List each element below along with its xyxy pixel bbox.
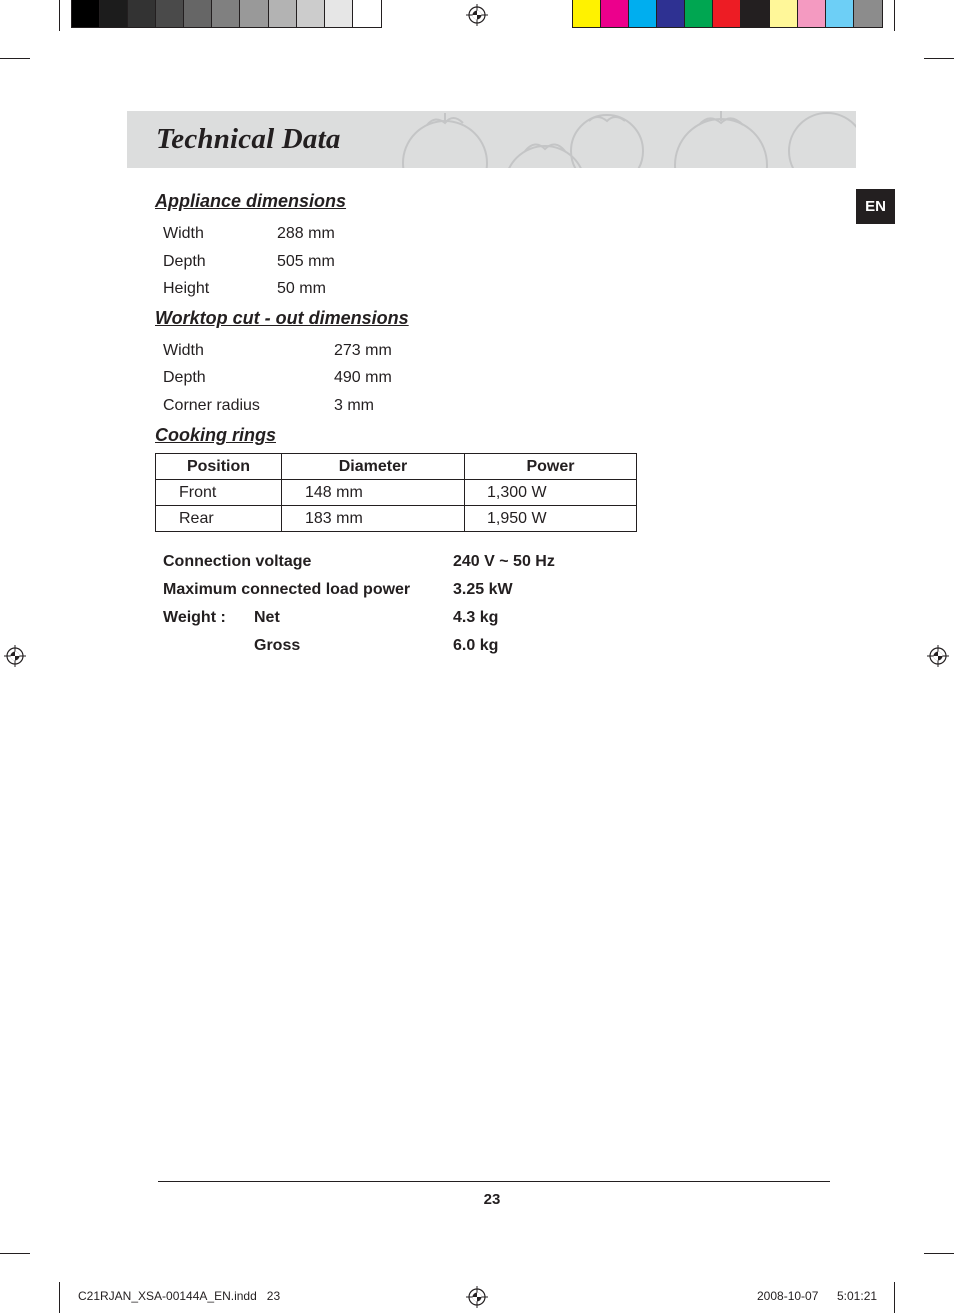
appliance-width-value: 288 mm bbox=[277, 225, 335, 242]
slug-time: 5:01:21 bbox=[837, 1289, 878, 1303]
cooking-rings-heading: Cooking rings bbox=[155, 425, 276, 445]
column-header-diameter: Diameter bbox=[282, 454, 465, 480]
color-swatch bbox=[128, 0, 156, 27]
cutout-depth-label: Depth bbox=[163, 369, 206, 386]
color-swatch bbox=[240, 0, 268, 27]
appliance-height-value: 50 mm bbox=[277, 280, 326, 297]
worktop-cutout-heading: Worktop cut - out dimensions bbox=[155, 308, 409, 328]
page-number: 23 bbox=[483, 1191, 501, 1208]
color-swatch bbox=[629, 0, 657, 27]
color-swatch bbox=[741, 0, 769, 27]
slug-date: 2008-10-07 bbox=[757, 1289, 819, 1303]
connection-voltage-value: 240 V ~ 50 Hz bbox=[453, 553, 555, 570]
language-tab: EN bbox=[856, 189, 895, 224]
crop-mark bbox=[59, 0, 60, 31]
color-swatch bbox=[184, 0, 212, 27]
color-swatch bbox=[713, 0, 741, 27]
max-load-value: 3.25 kW bbox=[453, 581, 513, 598]
weight-net-value: 4.3 kg bbox=[453, 609, 499, 626]
ring-position-cell: Front bbox=[156, 480, 282, 506]
color-swatch bbox=[854, 0, 882, 27]
column-header-position: Position bbox=[156, 454, 282, 480]
crop-mark bbox=[924, 1253, 954, 1254]
page-title: Technical Data bbox=[156, 123, 341, 155]
ring-diameter-cell: 148 mm bbox=[282, 480, 465, 506]
connection-voltage-label: Connection voltage bbox=[163, 553, 312, 570]
color-swatch bbox=[601, 0, 629, 27]
appliance-depth-value: 505 mm bbox=[277, 253, 335, 270]
color-swatch bbox=[573, 0, 601, 27]
crop-mark bbox=[0, 58, 30, 59]
color-swatch bbox=[325, 0, 353, 27]
registration-mark-icon bbox=[466, 4, 488, 26]
crop-mark bbox=[0, 1253, 30, 1254]
footer-rule bbox=[158, 1181, 830, 1182]
column-header-power: Power bbox=[465, 454, 637, 480]
color-swatch bbox=[798, 0, 826, 27]
grayscale-color-bar bbox=[71, 0, 382, 28]
cutout-corner-radius-label: Corner radius bbox=[163, 397, 260, 414]
color-swatch bbox=[297, 0, 325, 27]
header-band bbox=[127, 111, 856, 168]
color-swatch bbox=[100, 0, 128, 27]
file-slug: C21RJAN_XSA-00144A_EN.indd 23 bbox=[78, 1289, 281, 1303]
ring-power-cell: 1,300 W bbox=[465, 480, 637, 506]
weight-label: Weight : bbox=[163, 609, 226, 626]
appliance-height-label: Height bbox=[163, 280, 210, 297]
table-row bbox=[156, 506, 637, 532]
registration-mark-icon bbox=[4, 645, 26, 667]
color-swatch bbox=[212, 0, 240, 27]
color-swatch bbox=[770, 0, 798, 27]
crop-mark bbox=[59, 1282, 60, 1313]
color-swatch bbox=[657, 0, 685, 27]
ring-position-cell: Rear bbox=[156, 506, 282, 532]
process-color-bar bbox=[572, 0, 883, 28]
appliance-width-label: Width bbox=[163, 225, 204, 242]
weight-gross-label: Gross bbox=[254, 637, 301, 654]
ring-power-cell: 1,950 W bbox=[465, 506, 637, 532]
cooking-rings-table bbox=[155, 453, 637, 532]
weight-gross-value: 6.0 kg bbox=[453, 637, 499, 654]
ring-diameter-cell: 183 mm bbox=[282, 506, 465, 532]
color-swatch bbox=[685, 0, 713, 27]
appliance-depth-label: Depth bbox=[163, 253, 206, 270]
weight-net-label: Net bbox=[254, 609, 280, 626]
color-swatch bbox=[826, 0, 854, 27]
cutout-width-value: 273 mm bbox=[334, 342, 392, 359]
table-header-row bbox=[156, 454, 637, 480]
registration-mark-icon bbox=[927, 645, 949, 667]
appliance-dimensions-heading: Appliance dimensions bbox=[155, 191, 347, 211]
cutout-corner-radius-value: 3 mm bbox=[334, 397, 374, 414]
cutout-width-label: Width bbox=[163, 342, 204, 359]
registration-mark-icon bbox=[466, 1286, 488, 1308]
crop-mark bbox=[894, 1282, 895, 1313]
color-swatch bbox=[269, 0, 297, 27]
table-row bbox=[156, 480, 637, 506]
color-swatch bbox=[353, 0, 381, 27]
max-load-label: Maximum connected load power bbox=[163, 581, 411, 598]
crop-mark bbox=[924, 58, 954, 59]
crop-mark bbox=[894, 0, 895, 31]
color-swatch bbox=[156, 0, 184, 27]
color-swatch bbox=[72, 0, 100, 27]
cutout-depth-value: 490 mm bbox=[334, 369, 392, 386]
